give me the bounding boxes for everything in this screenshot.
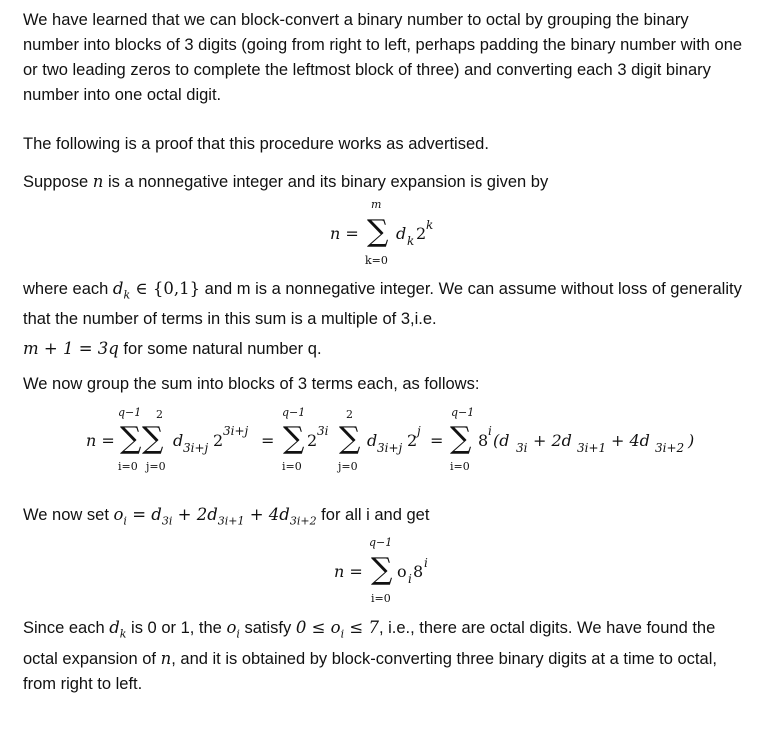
since-paragraph: Since each $d_k$ is 0 or 1, the $o_i$ satisfy $0 \le o_i \le 7$, i.e., there are octal digits. We have found the octal expansion of n, and it is obtained by block-converting three binary digits at a time to octal, from right to left. (23, 618, 717, 694)
suppose-paragraph: Suppose n is a nonnegative integer and its binary expansion is given by (23, 172, 549, 191)
equation-grouped-sum: n = q−1 2 ∑ ∑ i=0 j=0 d 3i+j 2 3i+j = q−1 ∑ i=0 2 3i 2 ∑ j=0 d 3i+j 2 j = q−1 ∑ i=0 8 i (d 3i + 2d 3i+1 + 4d 3i+2 ) (86, 406, 695, 473)
equation-binary-expansion: n = m ∑ k=0 d k 2 k (330, 198, 434, 267)
m-plus-one-line: m + 1 = 3q for some natural number q. (23, 339, 322, 358)
group-paragraph: We now group the sum into blocks of 3 terms each, as follows: (23, 375, 480, 393)
proof-intro-paragraph: The following is a proof that this procedure works as advertised. (23, 135, 489, 153)
o-definition: $o_i = d_{3i} + 2d_{3i+1} + 4d_{3i+2}$ (113, 505, 317, 528)
intro-paragraph: We have learned that we can block-convert a binary number to octal by grouping the binary number into blocks of 3 digits (going from right to left, perhaps padding the binary number with one or two leading zeros to complete the leftmost block of three) and converting each 3 digit binary number into one octal digit. (23, 11, 743, 104)
where-paragraph: where each $d_k$ ∈ {0,1} and m is a nonnegative integer. We can assume without loss of generality that the number of terms in this sum is a multiple of 3,i.e. (23, 279, 742, 329)
equation-octal-expansion: n = q−1 ∑ i=0 o i 8 i (334, 536, 428, 605)
set-o-paragraph: We now set $o_i = d_{3i} + 2d_{3i+1} + 4d_{3i+2}$ for all i and get (23, 505, 430, 528)
